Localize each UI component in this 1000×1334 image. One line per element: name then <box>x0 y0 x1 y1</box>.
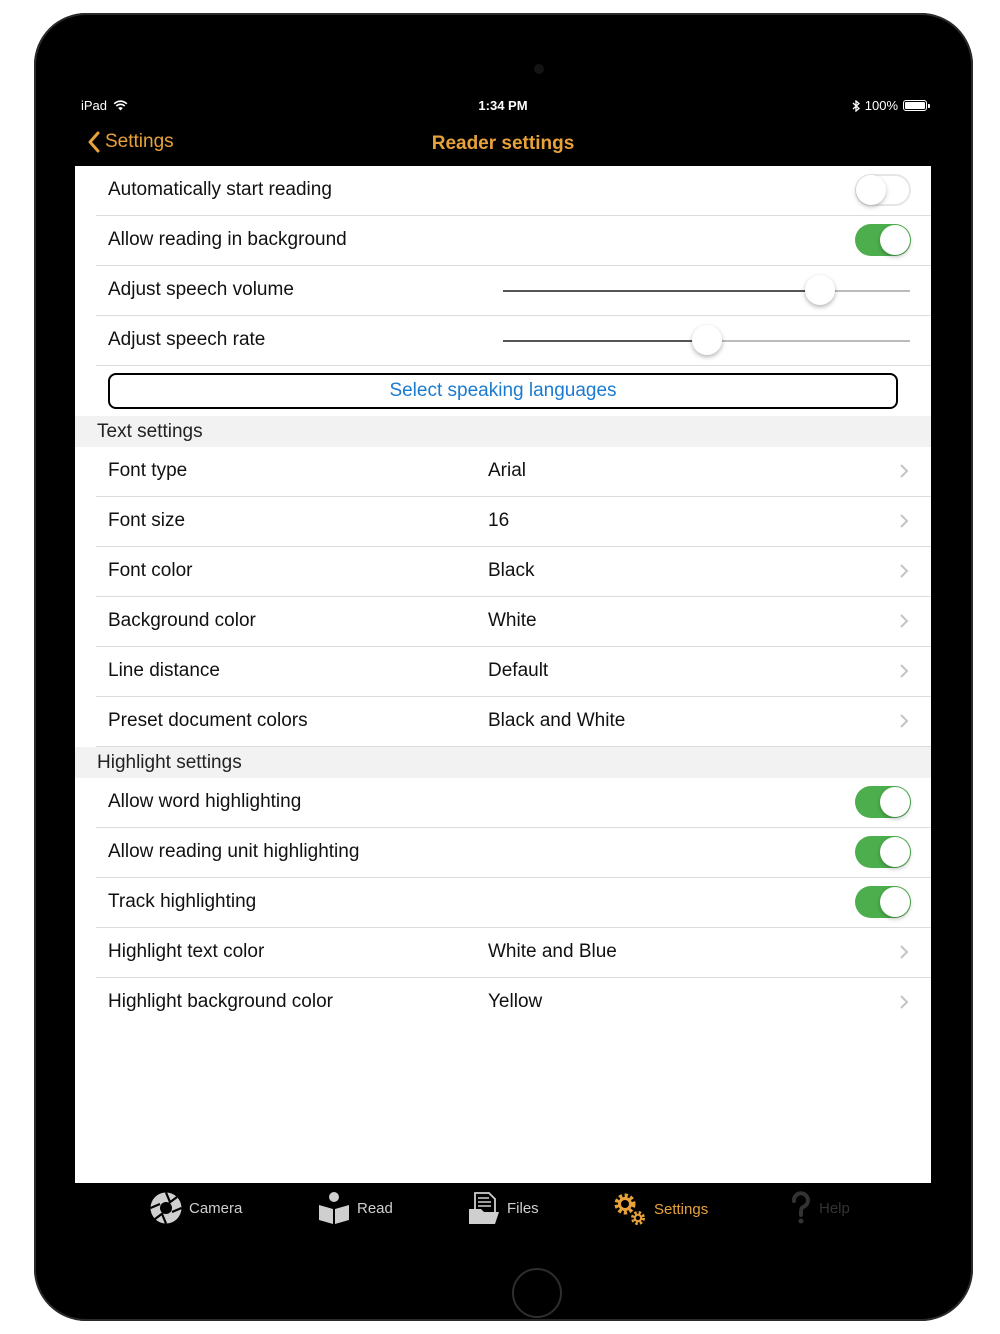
toggle-knob <box>880 787 910 817</box>
font-type-value: Arial <box>488 460 527 481</box>
unit-highlighting-label: Allow reading unit highlighting <box>108 841 360 862</box>
reading-person-icon <box>317 1191 351 1225</box>
font-color-label: Font color <box>108 560 193 581</box>
auto-start-label: Automatically start reading <box>108 179 332 200</box>
word-highlighting-toggle[interactable] <box>855 786 911 818</box>
battery-icon <box>903 100 927 111</box>
slider-thumb[interactable] <box>692 325 722 355</box>
tab-help[interactable] <box>789 1191 850 1225</box>
screen <box>75 88 931 1250</box>
toggle-knob <box>880 837 910 867</box>
highlight-background-color-label: Highlight background color <box>108 991 333 1012</box>
highlight-text-color-row[interactable] <box>96 928 931 978</box>
font-size-row[interactable] <box>96 497 931 547</box>
line-distance-value: Default <box>488 660 549 681</box>
toggle-knob <box>856 175 886 205</box>
font-color-value: Black <box>488 560 535 581</box>
bluetooth-icon <box>852 100 860 112</box>
tab-settings-label: Settings <box>654 1200 709 1218</box>
folder-files-icon <box>467 1191 501 1225</box>
font-type-row[interactable] <box>96 447 931 497</box>
background-color-row[interactable] <box>96 597 931 647</box>
font-type-label: Font type <box>108 460 188 481</box>
font-color-row[interactable] <box>96 547 931 597</box>
preset-colors-value: Black and White <box>488 710 626 731</box>
tab-settings[interactable] <box>612 1191 708 1227</box>
unit-highlighting-row <box>96 828 931 878</box>
chevron-right-icon <box>897 564 911 578</box>
front-camera <box>534 64 544 74</box>
auto-start-row <box>96 166 931 216</box>
tab-camera[interactable] <box>149 1191 242 1225</box>
chevron-right-icon <box>897 614 911 628</box>
line-distance-row[interactable] <box>96 647 931 697</box>
background-reading-label: Allow reading in background <box>108 229 347 250</box>
speech-volume-row <box>96 266 931 316</box>
font-size-label: Font size <box>108 510 186 531</box>
font-size-value: 16 <box>488 510 510 531</box>
text-settings-header: Text settings <box>75 416 931 447</box>
settings-list <box>75 166 931 1183</box>
preset-colors-row[interactable] <box>96 697 931 747</box>
tab-files[interactable] <box>467 1191 539 1225</box>
speech-rate-label: Adjust speech rate <box>108 329 266 350</box>
home-button[interactable] <box>512 1268 562 1318</box>
select-languages-button[interactable]: Select speaking languages <box>108 373 898 409</box>
track-highlighting-label: Track highlighting <box>108 891 257 912</box>
chevron-right-icon <box>897 945 911 959</box>
highlight-settings-header: Highlight settings <box>75 747 931 778</box>
device-name: iPad <box>81 98 108 113</box>
tab-camera-label: Camera <box>189 1199 243 1217</box>
question-mark-icon <box>789 1191 813 1225</box>
speech-rate-slider[interactable] <box>503 340 910 342</box>
auto-start-toggle[interactable] <box>855 174 911 206</box>
back-label: Settings <box>105 131 174 152</box>
background-reading-toggle[interactable] <box>855 224 911 256</box>
highlight-text-color-value: White and Blue <box>488 941 617 962</box>
toggle-knob <box>880 887 910 917</box>
chevron-right-icon <box>897 514 911 528</box>
line-distance-label: Line distance <box>108 660 220 681</box>
speech-rate-row <box>96 316 931 366</box>
word-highlighting-row <box>96 778 931 828</box>
track-highlighting-toggle[interactable] <box>855 886 911 918</box>
slider-track-filled <box>503 340 707 342</box>
background-color-value: White <box>488 610 537 631</box>
status-bar <box>75 88 931 122</box>
unit-highlighting-toggle[interactable] <box>855 836 911 868</box>
highlight-background-color-row[interactable] <box>96 978 931 1027</box>
highlight-text-color-label: Highlight text color <box>108 941 265 962</box>
battery-percent: 100% <box>864 98 898 113</box>
gears-icon <box>612 1191 648 1227</box>
chevron-right-icon <box>897 464 911 478</box>
battery-level <box>905 102 925 109</box>
tab-bar <box>75 1183 931 1250</box>
background-reading-row <box>96 216 931 266</box>
languages-button-row <box>75 366 931 416</box>
page-title: Reader settings <box>431 133 575 154</box>
word-highlighting-label: Allow word highlighting <box>108 791 302 812</box>
slider-track-filled <box>503 290 820 292</box>
background-color-label: Background color <box>108 610 256 631</box>
toggle-knob <box>880 225 910 255</box>
tab-read-label: Read <box>357 1199 393 1217</box>
clock: 1:34 PM <box>478 98 528 113</box>
tab-files-label: Files <box>507 1199 539 1217</box>
speech-volume-slider[interactable] <box>503 290 910 292</box>
tab-help-label: Help <box>819 1199 850 1217</box>
highlight-background-color-value: Yellow <box>488 991 543 1012</box>
camera-shutter-icon <box>149 1191 183 1225</box>
chevron-right-icon <box>897 995 911 1009</box>
preset-colors-label: Preset document colors <box>108 710 308 731</box>
tab-read[interactable] <box>317 1191 393 1225</box>
navigation-bar <box>75 122 931 166</box>
slider-thumb[interactable] <box>805 275 835 305</box>
track-highlighting-row <box>96 878 931 928</box>
slider-track-empty <box>707 340 911 342</box>
chevron-right-icon <box>897 664 911 678</box>
chevron-right-icon <box>897 714 911 728</box>
speech-volume-label: Adjust speech volume <box>108 279 294 300</box>
